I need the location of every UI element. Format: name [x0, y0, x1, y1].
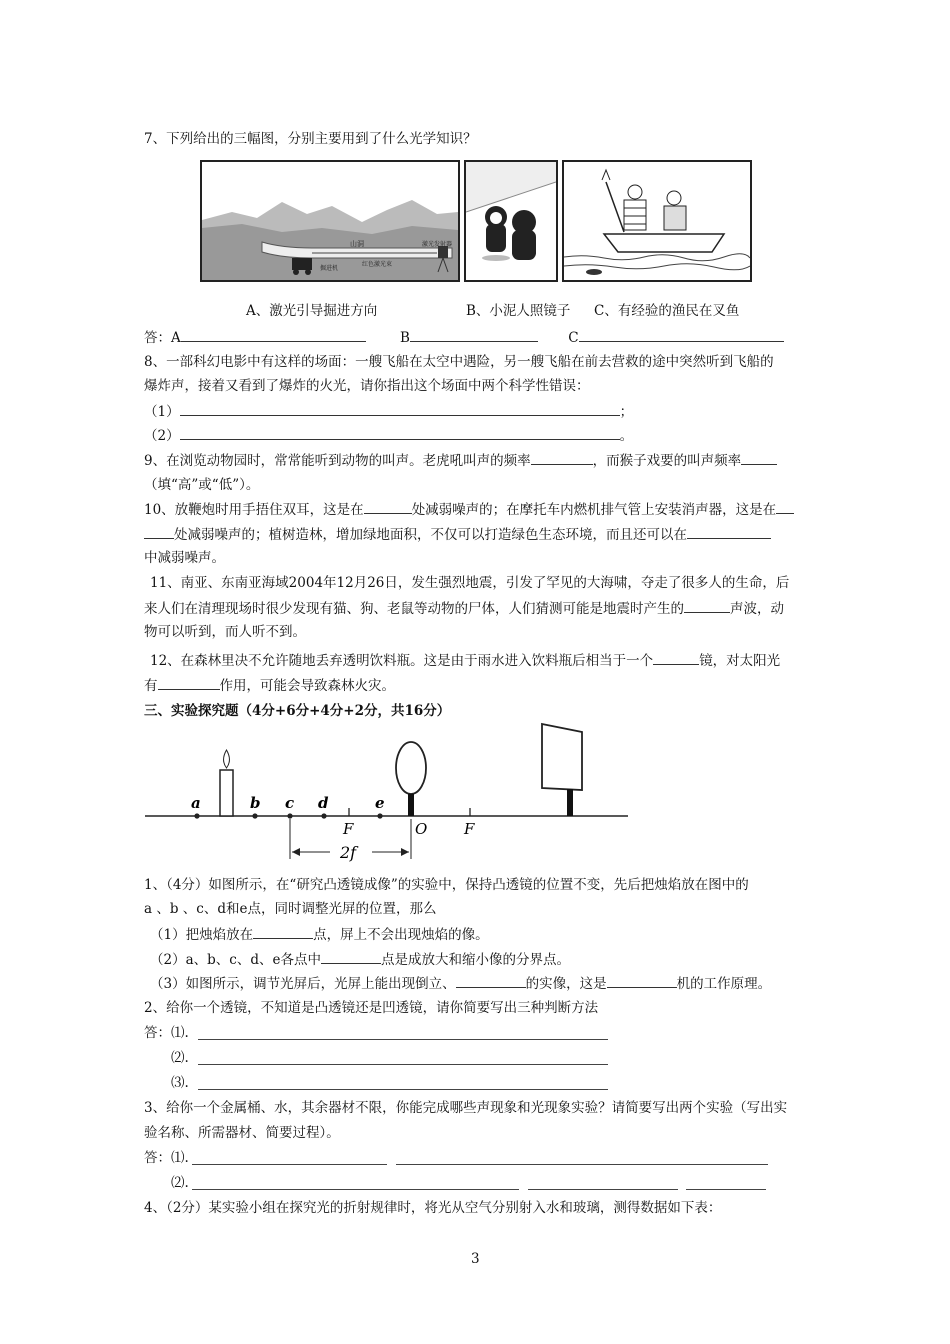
q10-line1	[144, 500, 794, 519]
e3-ans2-label: ⑵.	[171, 1175, 189, 1191]
e3-ans1-line-a[interactable]	[192, 1164, 387, 1165]
q12-line1	[150, 651, 780, 670]
q11-line3: 物可以听到，而人听不到。	[144, 624, 306, 640]
e1-s1-text-b: 点，屏上不会出现烛焰的像。	[313, 927, 489, 943]
e3-ans2-line-b[interactable]	[528, 1189, 678, 1190]
q9-blank-monkey[interactable]	[741, 451, 777, 465]
label-focus-left: F	[343, 820, 354, 838]
q8-item1-end: ；	[619, 404, 634, 420]
e2-ans3-line[interactable]	[198, 1089, 608, 1090]
label-cave: 山洞	[350, 240, 364, 248]
candle	[220, 770, 233, 816]
q12-blank-lens[interactable]	[653, 651, 699, 665]
q8-item1-label: （1）	[144, 404, 180, 420]
label-red-laser-beam: 红色激光束	[362, 261, 393, 268]
convex-lens	[396, 742, 426, 794]
screen-stand	[567, 789, 573, 816]
e1-line2: a 、b 、c、d和e点，同时调整光屏的位置，那么	[144, 901, 437, 917]
q9-line1	[144, 451, 777, 470]
point-e	[377, 813, 382, 818]
e1-s1-blank[interactable]	[253, 925, 313, 939]
e3-ans1-label: 答：⑴.	[144, 1150, 189, 1166]
page-number: 3	[471, 1251, 480, 1267]
e1-s3-blank-2[interactable]	[607, 974, 677, 988]
label-focus-right: F	[464, 820, 475, 838]
q8-line2: 爆炸声，接着又看到了爆炸的火光，请你指出这个场面中两个科学性错误：	[144, 378, 590, 394]
q11-text-b: 声波，动	[730, 601, 784, 617]
q8-item2-blank[interactable]	[180, 426, 620, 440]
e1-s2-text-a: （2）a、b、c、d、e各点中	[150, 952, 321, 968]
q11-line1: 11、南亚、东南亚海域2004年12月26日，发生强烈地震，引发了罕见的大海啸，夺走了很多人的生命，后	[150, 575, 790, 591]
q10-text-c: 处减弱噪声的；植树造林，增加绿地面积，不仅可以打造绿色生态环境，而且还可以在	[174, 527, 687, 543]
e1-s2	[150, 950, 570, 969]
point-c	[287, 813, 292, 818]
q8-item2	[144, 426, 633, 445]
e1-s2-text-b: 点是成放大和缩小像的分界点。	[380, 952, 570, 968]
q7-answer-prefix: 答：A	[144, 330, 181, 346]
q7-answer-row	[144, 328, 784, 347]
q9-text-a: 9、在浏览动物园时，常常能听到动物的叫声。老虎吼叫声的频率	[144, 453, 531, 469]
e2-ans1-line[interactable]	[198, 1039, 608, 1040]
q7-answer-c-blank[interactable]	[579, 328, 784, 342]
q8-item1	[144, 402, 633, 421]
q8-line1: 8、一部科幻电影中有这样的场面：一艘飞船在太空中遇险，另一艘飞船在前去营救的途中突然听到飞船的	[144, 354, 774, 370]
point-d	[321, 813, 326, 818]
label-d: d	[318, 794, 329, 812]
q12-text-d: 作用，可能会导致森林火灾。	[219, 678, 395, 694]
q9-text-b: ，而猴子戏要的叫声频率	[592, 453, 742, 469]
candle-flame-icon	[223, 750, 229, 768]
point-b	[252, 813, 257, 818]
label-center-o: O	[415, 820, 428, 838]
e1-s3-text-a: （3）如图所示，调节光屏后，光屏上能出现倒立、	[150, 976, 456, 992]
point-a	[194, 813, 199, 818]
e2-line1: 2、给你一个透镜，不知道是凸透镜还是凹透镜，请你简要写出三种判断方法	[144, 1000, 599, 1016]
clay-figure-mirror-picture	[464, 160, 558, 282]
q11-blank[interactable]	[684, 599, 730, 613]
q12-line2	[144, 676, 395, 695]
label-b: b	[250, 794, 261, 812]
q10-line3: 中减弱噪声。	[144, 550, 225, 566]
q10-line2	[144, 525, 771, 544]
light-screen	[542, 724, 582, 790]
e4-line1: 4、（2分）某实验小组在探究光的折射规律时，将光从空气分别射入水和玻璃，测得数据如下表：	[144, 1200, 722, 1216]
e1-s2-blank[interactable]	[321, 950, 381, 964]
q11-text-a: 来人们在清理现场时很少发现有猫、狗、老鼠等动物的尸体，人们猜测可能是地震时产生的	[144, 601, 684, 617]
caption-c: C、有经验的渔民在叉鱼	[594, 303, 740, 319]
q7-answer-a-blank[interactable]	[181, 328, 366, 342]
e3-ans1-line-b[interactable]	[396, 1164, 768, 1165]
e1-s3-blank-1[interactable]	[456, 974, 526, 988]
fisherman-illustration	[564, 162, 750, 280]
q8-item2-end: 。	[619, 428, 634, 444]
label-c: c	[285, 794, 295, 812]
q10-blank-1[interactable]	[364, 500, 412, 514]
q7-answer-b-label: B	[400, 330, 410, 346]
q12-text-a: 12、在森林里决不允许随地丢弃透明饮料瓶。这是由于雨水进入饮料瓶后相当于一个	[150, 653, 654, 669]
q7-answer-b-blank[interactable]	[410, 328, 538, 342]
q12-blank-effect[interactable]	[158, 676, 220, 690]
label-a: a	[191, 794, 201, 812]
lens-stand	[408, 794, 414, 816]
convex-lens-diagram	[140, 722, 640, 872]
laser-tunnel-picture	[200, 160, 460, 282]
label-laser-emitter: 激光发射器	[422, 241, 453, 248]
q7-answer-c-label: C	[568, 330, 579, 346]
clay-figure-illustration	[466, 162, 556, 280]
q9-line2: （填“高”或“低”）。	[144, 477, 260, 493]
fisherman-spearing-picture	[562, 160, 752, 282]
e2-ans2-line[interactable]	[198, 1064, 608, 1065]
label-e: e	[375, 794, 385, 812]
label-2f: 2f	[340, 843, 357, 862]
caption-b: B、小泥人照镜子	[466, 303, 571, 319]
label-tunneling-machine: 掘进机	[320, 265, 339, 272]
q11-line2	[144, 599, 784, 618]
e2-ans2-label: ⑵.	[171, 1050, 189, 1066]
q8-item2-label: （2）	[144, 428, 180, 444]
q10-text-b: 处减弱噪声的；在摩托车内燃机排气管上安装消声器，这是在	[411, 502, 777, 518]
e3-line2: 验名称、所需器材、简要过程）。	[144, 1125, 340, 1141]
q10-text-a: 10、放鞭炮时用手捂住双耳，这是在	[144, 502, 364, 518]
e3-ans2-line-c[interactable]	[686, 1189, 766, 1190]
e1-s3	[150, 974, 771, 993]
q10-blank-2b[interactable]	[144, 525, 174, 539]
q12-text-c: 有	[144, 678, 158, 694]
section3-title: 三、实验探究题（4分+6分+4分+2分，共16分）	[144, 703, 451, 719]
e2-ans1-label: 答：⑴.	[144, 1025, 189, 1041]
q7-title: 7、下列给出的三幅图，分别主要用到了什么光学知识？	[144, 131, 477, 147]
e2-ans3-label: ⑶.	[171, 1075, 189, 1091]
q10-blank-2a[interactable]	[776, 500, 794, 514]
q9-blank-tiger[interactable]	[531, 451, 593, 465]
e1-s3-text-c: 机的工作原理。	[676, 976, 772, 992]
e1-line1: 1、（4分）如图所示，在“研究凸透镜成像”的实验中，保持凸透镜的位置不变，先后把烛焰放在图中的	[144, 877, 749, 893]
caption-a: A、激光引导掘进方向	[246, 303, 378, 319]
e1-s1	[150, 925, 489, 944]
q12-text-b: 镜，对太阳光	[699, 653, 781, 669]
e3-line1: 3、给你一个金属桶、水，其余器材不限，你能完成哪些声现象和光现象实验？请简要写出两个实验（写出实	[144, 1100, 788, 1116]
e1-s3-text-b: 的实像，这是	[525, 976, 607, 992]
e3-ans2-line-a[interactable]	[192, 1189, 519, 1190]
q8-item1-blank[interactable]	[180, 402, 620, 416]
e1-s1-text-a: （1）把烛焰放在	[150, 927, 254, 943]
q10-blank-3[interactable]	[687, 525, 771, 539]
laser-tunnel-illustration	[202, 162, 458, 280]
